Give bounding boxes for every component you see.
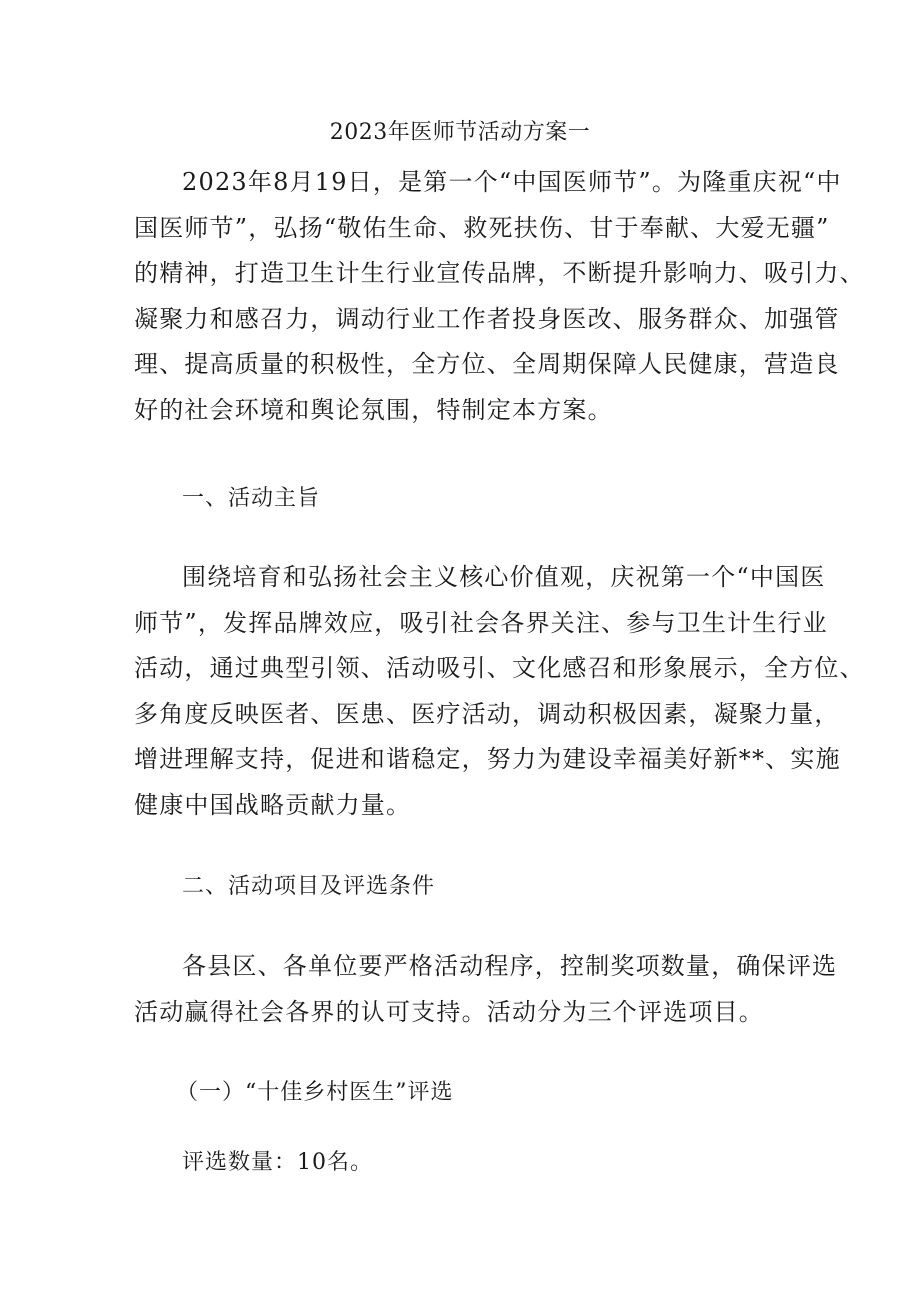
section1-paragraph <box>134 555 865 828</box>
section2-line: 活动赢得社会各界的认可支持。活动分为三个评选项目。 <box>134 997 764 1026</box>
section2-heading: 二、活动项目及评选条件 <box>182 874 436 899</box>
section2-line: 各县区、各单位要严格活动程序，控制奖项数量，确保评选 <box>182 952 838 980</box>
section1-line: 健康中国战略贡献力量。 <box>134 790 412 819</box>
section1-line: 活动，通过典型引领、活动吸引、文化感召和形象展示，全方位、 <box>134 654 865 682</box>
intro-line: 的精神，打造卫生计生行业宣传品牌，不断提升影响力、吸引力、 <box>134 259 865 287</box>
intro-line: 2023年8月19日，是第一个“中国医师节”。为隆重庆祝“中 <box>182 168 842 196</box>
section1-heading: 一、活动主旨 <box>182 486 321 511</box>
intro-line: 凝聚力和感召力，调动行业工作者投身医改、服务群众、加强管 <box>134 304 840 333</box>
item1-heading: （一）“十佳乡村医生”评选 <box>176 1080 454 1105</box>
section2-paragraph <box>134 944 838 1035</box>
intro-line: 好的社会环境和舆论氛围，特制定本方案。 <box>134 395 613 424</box>
intro-line: 国医师节”，弘扬“敬佑生命、救死扶伤、甘于奉献、大爱无疆” <box>134 213 830 242</box>
section1-line: 围绕培育和弘扬社会主义核心价值观，庆祝第一个“中国医 <box>182 563 826 591</box>
item1-count: 评选数量：10名。 <box>182 1150 373 1175</box>
section1-line: 多角度反映医者、医患、医疗活动，调动积极因素，凝聚力量， <box>134 699 840 728</box>
intro-paragraph <box>134 160 865 433</box>
section1-line: 师节”，发挥品牌效应，吸引社会各界关注、参与卫生计生行业 <box>134 608 828 637</box>
section1-line: 增进理解支持，促进和谐稳定，努力为建设幸福美好新**、实施 <box>134 745 841 773</box>
intro-line: 理、提高质量的积极性，全方位、全周期保障人民健康，营造良 <box>134 350 840 378</box>
document-title: 2023年医师节活动方案一 <box>329 120 591 145</box>
